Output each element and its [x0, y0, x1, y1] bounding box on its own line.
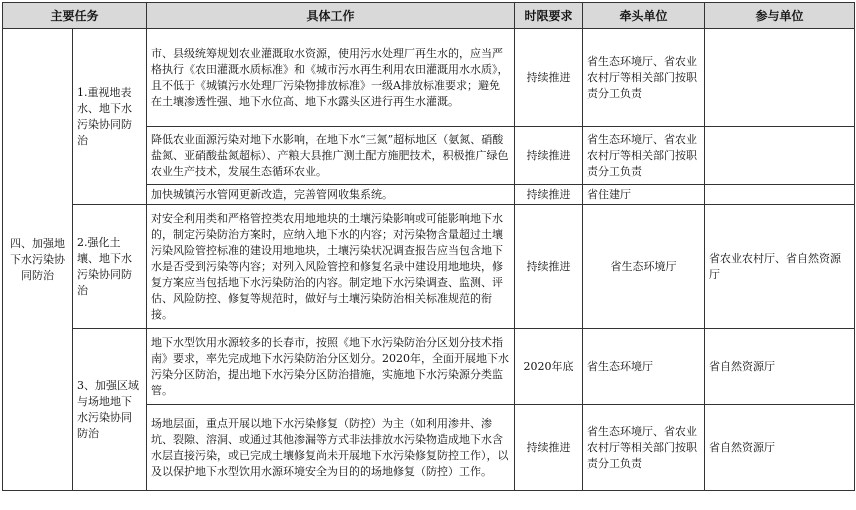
header-participate: 参与单位 [705, 3, 855, 29]
lead-cell: 省生态环境厅 [583, 205, 705, 329]
subtask-3: 3、加强区域与场地地下水污染协同防治 [73, 329, 147, 491]
header-row [3, 3, 855, 29]
deadline-cell: 持续推进 [515, 29, 583, 127]
lead-cell: 省生态环境厅、省农业农村厅等相关部门按职责分工负责 [583, 127, 705, 185]
work-cell: 场地层面，重点开展以地下水污染修复（防控）为主（如利用渗井、渗坑、裂隙、溶洞、或通过其他渗漏等方式非法排放水污染物造成地下水含水层直接污染，或已完成土壤修复尚未开展地下水污染修复防控工作），以及以保护地下水型饮用水源环境安全为目的的场地修复（防控）工作。 [147, 405, 515, 491]
work-cell: 加快城镇污水管网更新改造，完善管网收集系统。 [147, 185, 515, 205]
work-cell: 地下水型饮用水源较多的长春市，按照《地下水污染防治分区划分技术指南》要求，率先完成地下水污染防治分区划分。2020年，全面开展地下水污染分区防治，提出地下水污染分区防治措施，实施地下水污染源分类监管。 [147, 329, 515, 405]
header-lead: 牵头单位 [583, 3, 705, 29]
lead-cell: 省住建厅 [583, 185, 705, 205]
header-work: 具体工作 [147, 3, 515, 29]
task-table [2, 2, 855, 491]
subtask-2: 2.强化土壤、地下水污染协同防治 [73, 205, 147, 329]
main-task-cell: 四、加强地下水污染协同防治 [3, 29, 73, 491]
deadline-cell: 持续推进 [515, 185, 583, 205]
participate-cell: 省自然资源厅 [705, 329, 855, 405]
participate-cell [705, 29, 855, 127]
table-row [3, 329, 855, 405]
participate-cell: 省农业农村厅、省自然资源厅 [705, 205, 855, 329]
subtask-1: 1.重视地表水、地下水污染协同防治 [73, 29, 147, 205]
participate-cell [705, 127, 855, 185]
table-row [3, 205, 855, 329]
deadline-cell: 持续推进 [515, 127, 583, 185]
lead-cell: 省生态环境厅、省农业农村厅等相关部门按职责分工负责 [583, 29, 705, 127]
deadline-cell: 2020年底 [515, 329, 583, 405]
header-task: 主要任务 [3, 3, 147, 29]
work-cell: 降低农业面源污染对地下水影响，在地下水“三氮”超标地区（氨氮、硝酸盐氮、亚硝酸盐氮超标）、产粮大县推广测土配方施肥技术，积极推广绿色农业生产技术，发展生态循环农业。 [147, 127, 515, 185]
lead-cell: 省生态环境厅、省农业农村厅等相关部门按职责分工负责 [583, 405, 705, 491]
deadline-cell: 持续推进 [515, 205, 583, 329]
table-row [3, 29, 855, 127]
work-cell: 对安全利用类和严格管控类农用地地块的土壤污染影响或可能影响地下水的，制定污染防治方案时，应纳入地下水的内容；对污染物含量超过土壤污染风险管控标准的建设用地地块，土壤污染状况调查报告应当包含地下水是否受到污染等内容；对列入风险管控和修复名录中建设用地地块，修复方案应当包括地下水污染防治的内容。制定地下水污染调查、监测、评估、风险防控、修复等规范时，做好与土壤污染防治相关标准规范的衔接。 [147, 205, 515, 329]
work-cell: 市、县级统筹规划农业灌溉取水资源，使用污水处理厂再生水的，应当严格执行《农田灌溉水质标准》和《城市污水再生利用农田灌溉用水水质》，且不低于《城镇污水处理厂污染物排放标准》一级A排放标准要求；避免在土壤渗透性强、地下水位高、地下水露头区进行再生水灌溉。 [147, 29, 515, 127]
lead-cell: 省生态环境厅 [583, 329, 705, 405]
header-deadline: 时限要求 [515, 3, 583, 29]
deadline-cell: 持续推进 [515, 405, 583, 491]
participate-cell [705, 185, 855, 205]
participate-cell: 省自然资源厅 [705, 405, 855, 491]
